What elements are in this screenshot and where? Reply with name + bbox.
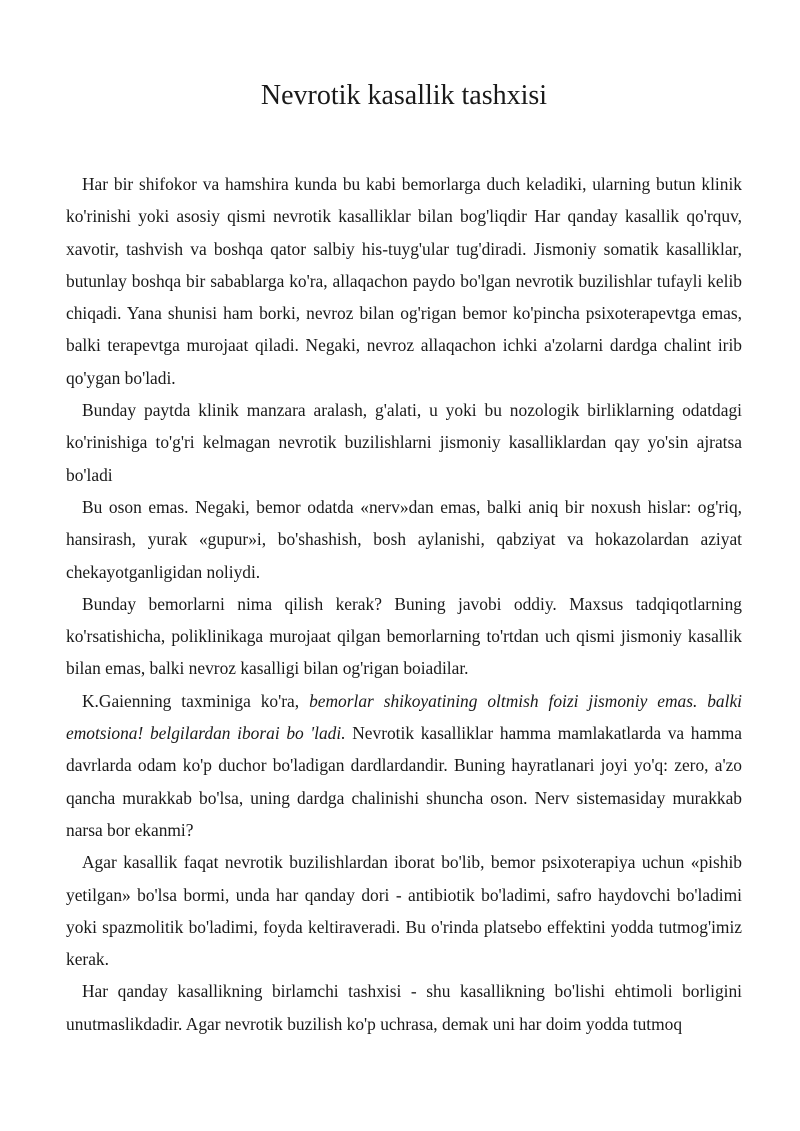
document-body: [66, 168, 742, 1040]
paragraph: Agar kasallik faqat nevrotik buzilishlardan iborat bo'lib, bemor psixoterapiya uchun «pishib yetilgan» bo'lsa bormi, unda har qanday dori - antibiotik bo'ladimi, safro haydovchi bo'ladimi yoki spazmolitik bo'ladimi, foyda keltiraveradi. Bu o'rinda platsebo effektini yodda tutmog'imiz kerak.: [66, 852, 742, 970]
paragraph: Har bir shifokor va hamshira kunda bu kabi bemorlarga duch keladiki, ularning butun klinik ko'rinishi yoki asosiy qismi nevrotik kasalliklar bilan bog'liqdir Har qanday kasallik qo'rquv, xavotir, tashvish va boshqa qator salbiy his-tuyg'ular tug'diradi. Jismoniy somatik kasalliklar, butunlay boshqa bir sabablarga ko'ra, allaqachon paydo bo'lgan nevrotik buzilishlar tufayli kelib chiqadi. Yana shunisi ham borki, nevroz bilan og'rigan bemor ko'pincha psixoterapevtga emas, balki terapevtga murojaat qiladi. Negaki, nevroz allaqachon ichki a'zolarni dardga chalint irib qo'ygan bo'ladi.: [66, 174, 742, 388]
paragraph: Bunday paytda klinik manzara aralash, g'alati, u yoki bu nozologik birliklarning odatdagi ko'rinishiga to'g'ri kelmagan nevrotik buzilishlarni jismoniy kasalliklardan qay yo'sin ajratsa bo'ladi: [66, 400, 742, 485]
italic-quote: bemorlar shikoyatining oltmish foizi jismoniy emas. balki emotsiona! belgilardan iborai bo 'ladi.: [66, 690, 743, 744]
paragraph: Har qanday kasallikning birlamchi tashxisi - shu kasallikning bo'lishi ehtimoli borligini unutmaslikdadir. Agar nevrotik buzilish ko'p uchrasa, demak uni har doim yodda tutmoq: [66, 981, 742, 1034]
paragraph: Bu oson emas. Negaki, bemor odatda «nerv»dan emas, balki aniq bir noxush hislar: og'riq, hansirash, yurak «gupur»i, bo'shashish, bosh aylanishi, qabziyat va hokazolardan aziyat chekayotganligidan noliydi.: [66, 496, 742, 582]
paragraph: [66, 685, 742, 846]
paragraph-lead: K.Gaienning taxminiga ko'ra,: [82, 690, 310, 711]
paragraph: Bunday bemorlarni nima qilish kerak? Buning javobi oddiy. Maxsus tadqiqotlarning ko'rsatishicha, poliklinikaga murojaat qilgan bemorlarning to'rtdan uch qismi jismoniy kasallik bilan emas, balki nevroz kasalligi bilan og'rigan boiadilar.: [66, 593, 742, 679]
document-title: Nevrotik kasallik tashxisi: [260, 80, 548, 111]
paragraph-tail: Nevrotik kasalliklar hamma mamlakatlarda va hamma davrlarda odam ko'p duchor bo'ladigan dardlardandir. Buning hayratlanari joyi yo'q: zero, a'zo qancha murakkab bo'lsa, uning dardga chalinishi shuncha oson. Nerv sistemasiday murakkab narsa bor ekanmi?: [66, 723, 742, 840]
